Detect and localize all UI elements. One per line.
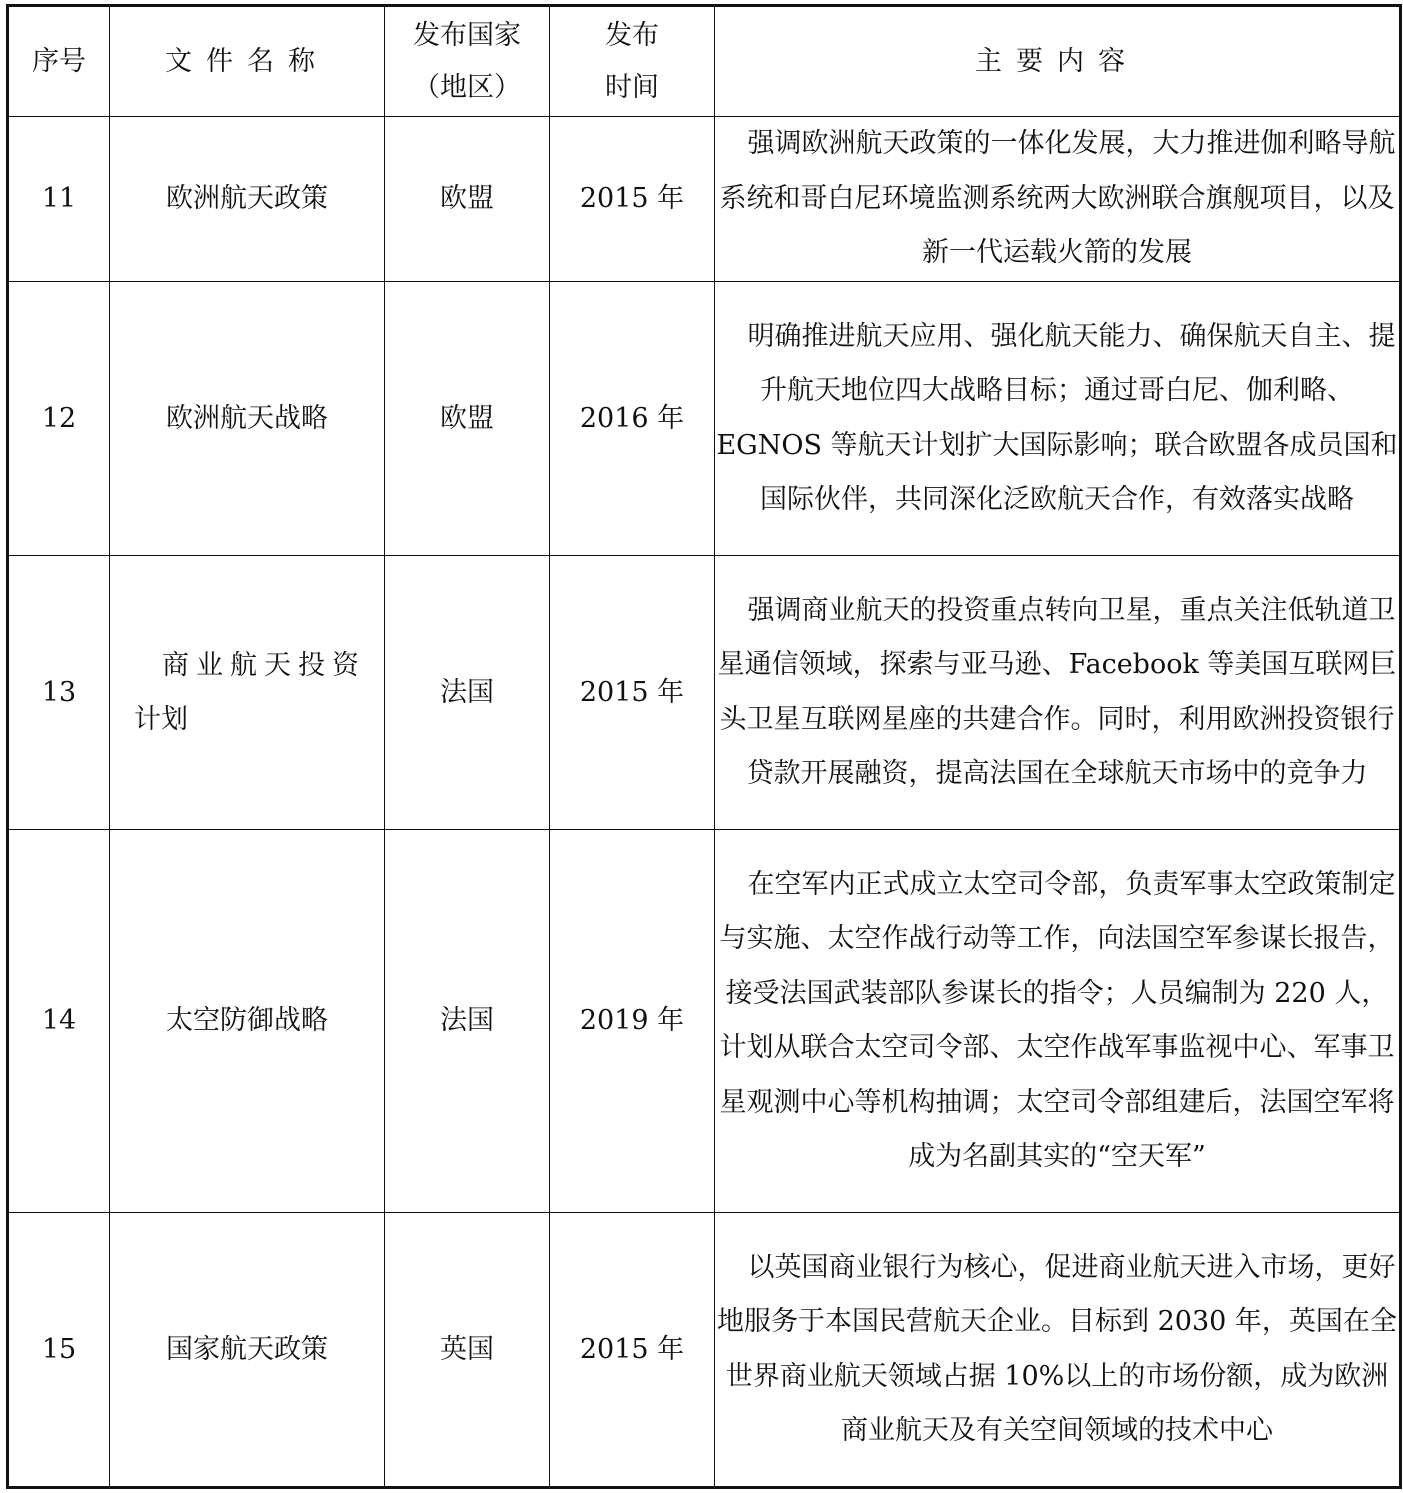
header-name: 文件名称	[110, 6, 385, 117]
table-row	[8, 556, 1401, 830]
row-country: 欧盟	[385, 117, 550, 282]
row-country: 欧盟	[385, 282, 550, 556]
row-time: 2015 年	[550, 556, 715, 830]
row-name-line2: 计划	[134, 703, 188, 735]
row-name: 欧洲航天政策	[110, 117, 385, 282]
header-time-line1: 发布	[605, 19, 659, 51]
header-country-line2: （地区）	[413, 71, 521, 103]
header-index: 序号	[8, 6, 110, 117]
row-content: 明确推进航天应用、强化航天能力、确保航天自主、提升航天地位四大战略目标；通过哥白尼、伽利略、EGNOS 等航天计划扩大国际影响；联合欧盟各成员国和国际伙伴，共同深化泛欧航天合作，有效落实战略	[715, 282, 1401, 556]
table-row	[8, 117, 1401, 282]
row-time: 2015 年	[550, 117, 715, 282]
table-row	[8, 282, 1401, 556]
row-country: 法国	[385, 830, 550, 1213]
row-time: 2019 年	[550, 830, 715, 1213]
row-name: 太空防御战略	[110, 830, 385, 1213]
row-name	[110, 556, 385, 830]
row-index: 14	[8, 830, 110, 1213]
row-content: 以英国商业银行为核心，促进商业航天进入市场，更好地服务于本国民营航天企业。目标到 2030 年，英国在全世界商业航天领域占据 10%以上的市场份额，成为欧洲商业航天及有关空间领域的技术中心	[715, 1213, 1401, 1488]
row-time: 2015 年	[550, 1213, 715, 1488]
row-time: 2016 年	[550, 282, 715, 556]
row-content: 在空军内正式成立太空司令部，负责军事太空政策制定与实施、太空作战行动等工作，向法国空军参谋长报告，接受法国武装部队参谋长的指令；人员编制为 220 人，计划从联合太空司令部、太空作战军事监视中心、军事卫星观测中心等机构抽调；太空司令部组建后，法国空军将成为名副其实的“空天军”	[715, 830, 1401, 1213]
row-name-line1: 商业航天投资	[162, 649, 366, 681]
row-index: 12	[8, 282, 110, 556]
policy-table	[6, 4, 1402, 1489]
row-index: 15	[8, 1213, 110, 1488]
row-name: 国家航天政策	[110, 1213, 385, 1488]
table-row	[8, 1213, 1401, 1488]
row-index: 13	[8, 556, 110, 830]
header-country	[385, 6, 550, 117]
row-country: 英国	[385, 1213, 550, 1488]
header-time-line2: 时间	[605, 71, 659, 103]
row-content: 强调欧洲航天政策的一体化发展，大力推进伽利略导航系统和哥白尼环境监测系统两大欧洲联合旗舰项目，以及新一代运载火箭的发展	[715, 117, 1401, 282]
row-country: 法国	[385, 556, 550, 830]
header-country-line1: 发布国家	[413, 19, 521, 51]
table-row	[8, 830, 1401, 1213]
row-index: 11	[8, 117, 110, 282]
row-content: 强调商业航天的投资重点转向卫星，重点关注低轨道卫星通信领域，探索与亚马逊、Facebook 等美国互联网巨头卫星互联网星座的共建合作。同时，利用欧洲投资银行贷款开展融资，提高法国在全球航天市场中的竞争力	[715, 556, 1401, 830]
header-row	[8, 6, 1401, 117]
header-time	[550, 6, 715, 117]
row-name: 欧洲航天战略	[110, 282, 385, 556]
header-content: 主要内容	[715, 6, 1401, 117]
